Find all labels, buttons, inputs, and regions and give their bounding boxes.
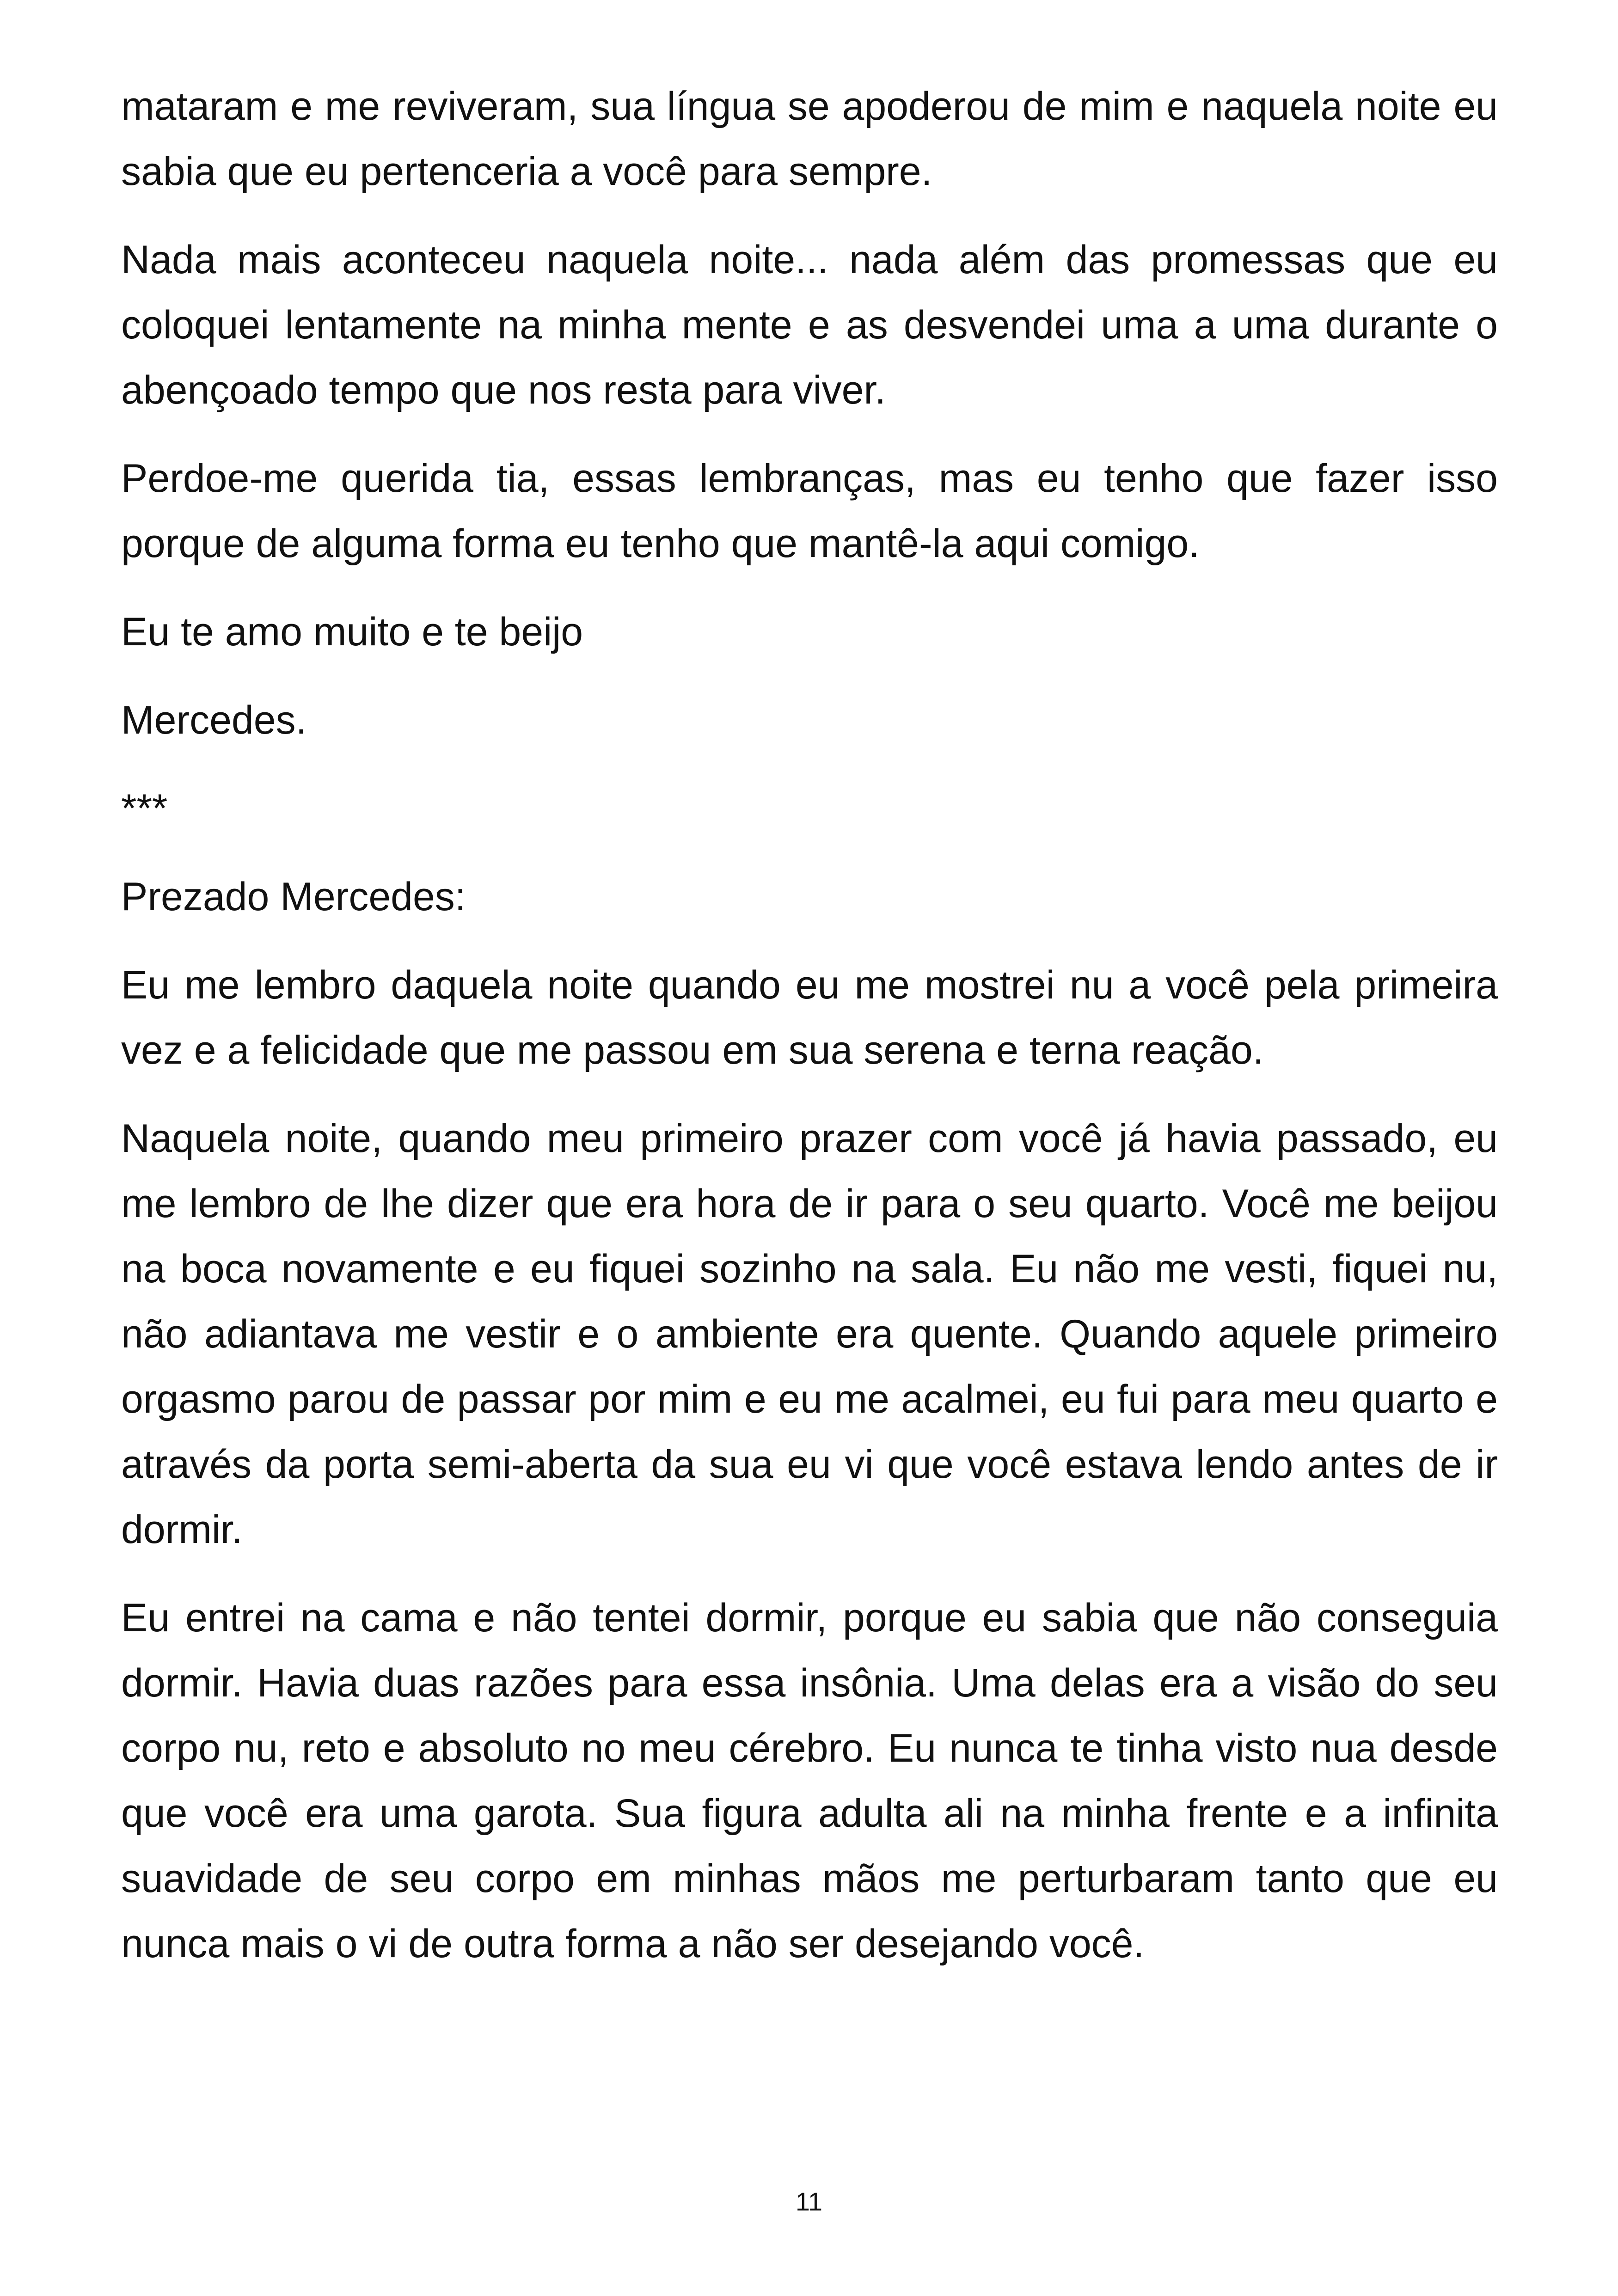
paragraph-first-night: Eu me lembro daquela noite quando eu me mostrei nu a você pela primeira vez e a felicidade que me passou em sua serena e terna reação. [121, 963, 1498, 1072]
page-number: 11 [795, 2187, 823, 2216]
letter-signature: Mercedes. [121, 698, 307, 742]
paragraph-promises: Nada mais aconteceu naquela noite... nada além das promessas que eu coloquei lentamente na minha mente e as desvendei uma a uma durante o abençoado tempo que nos resta para viver. [121, 238, 1498, 412]
paragraph-apology: Perdoe-me querida tia, essas lembranças, mas eu tenho que fazer isso porque de alguma forma eu tenho que mantê-la aqui comigo. [121, 456, 1498, 566]
paragraph-insomnia: Eu entrei na cama e não tentei dormir, porque eu sabia que não conseguia dormir. Havia duas razões para essa insônia. Uma delas era a visão do seu corpo nu, reto e absoluto no meu cérebro. Eu nunca te tinha visto nua desde que você era uma garota. Sua figura adulta ali na minha frente e a infinita suavidade de seu corpo em minhas mãos me perturbaram tanto que eu nunca mais o vi de outra forma a não ser desejando você. [121, 1596, 1498, 1966]
paragraph-closing-memory: mataram e me reviveram, sua língua se apoderou de mim e naquela noite eu sabia que eu pertenceria a você para sempre. [121, 84, 1498, 194]
section-separator: *** [121, 786, 168, 831]
letter-closing: Eu te amo muito e te beijo [121, 610, 583, 654]
paragraph-that-night: Naquela noite, quando meu primeiro prazer com você já havia passado, eu me lembro de lhe dizer que era hora de ir para o seu quarto. Você me beijou na boca novamente e eu fiquei sozinho na sala. Eu não me vesti, fiquei nu, não adiantava me vestir e o ambiente era quente. Quando aquele primeiro orgasmo parou de passar por mim e eu me acalmei, eu fui para meu quarto e através da porta semi-aberta da sua eu vi que você estava lendo antes de ir dormir. [121, 1116, 1498, 1552]
letter-salutation: Prezado Mercedes: [121, 875, 466, 919]
body-text [121, 74, 1498, 2000]
